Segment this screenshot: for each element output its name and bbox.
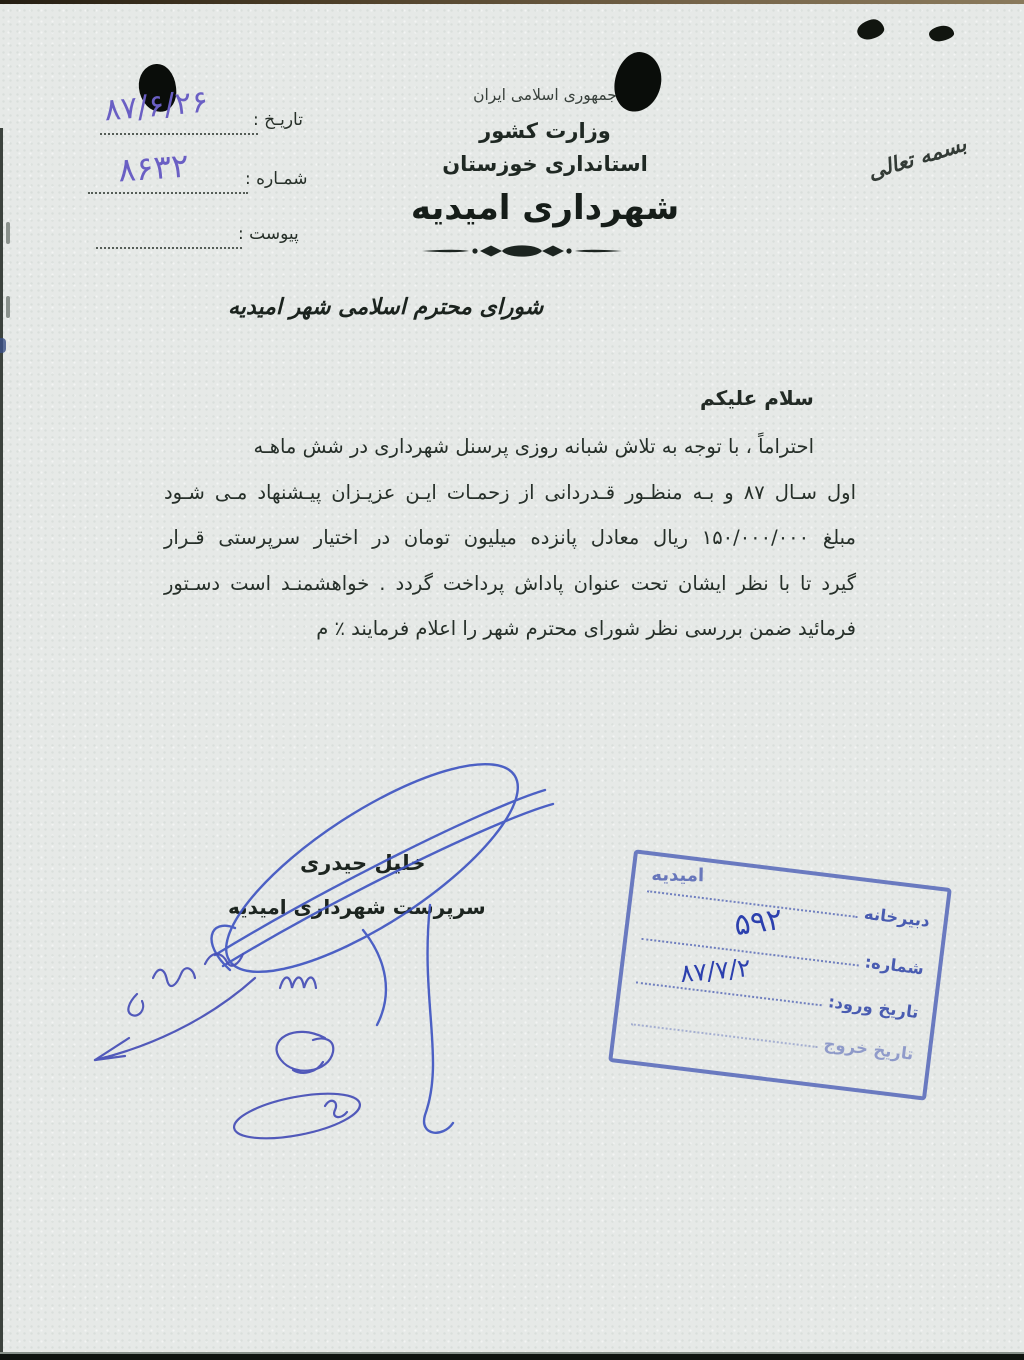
- stamp-exit-date-row: [630, 1010, 914, 1063]
- stamp-exit-date-label: تاریخ خروج: [822, 1033, 915, 1064]
- ink-smudge-top-right-2: [928, 24, 955, 42]
- body-line: مبلغ ۱۵۰/۰۰۰/۰۰۰ ریال معادل پانزده میلیون تومان در اختیار سرپرستی قـرار: [164, 526, 856, 549]
- handwritten-number: ۸۶۳۲: [116, 145, 191, 190]
- ink-blot-header: [611, 49, 666, 115]
- number-label: شمـاره :: [245, 169, 308, 189]
- recipient-line: شورای محترم اسلامی شهر امیدیه: [228, 295, 544, 320]
- letterhead-country: جمهوری اسلامی ایران: [473, 86, 617, 104]
- stamp-number-label: شماره:: [863, 952, 925, 979]
- number-dotted-line: [88, 191, 248, 194]
- letterhead-municipality: شهرداری امیدیه: [410, 188, 680, 228]
- ornament-divider: [422, 241, 622, 261]
- handwritten-date: ۸۷/۶/۲۶: [102, 83, 210, 129]
- signer-title: سرپرست شهرداری امیدیه: [228, 895, 486, 919]
- stamp-dotted-line: [631, 1022, 818, 1048]
- scan-bottom-edge: [0, 1352, 1024, 1360]
- body-line: گیرد تا با نظر ایشان تحت عنوان پاداش پرداخت گردد . خواهشمنـد است دسـتور: [164, 571, 856, 595]
- stamp-handwritten-entry-date: ۸۷/۷/۲: [678, 953, 752, 989]
- date-dotted-line: [100, 132, 258, 135]
- stamp-dotted-line: [636, 981, 822, 1007]
- scan-left-edge: [0, 128, 3, 1360]
- body-line: احتراماً ، با توجه به تلاش شبانه روزی پرسنل شهرداری در شش ماهـه: [253, 435, 814, 458]
- attachment-dotted-line: [96, 246, 242, 249]
- letter-body: [164, 424, 856, 652]
- letterhead-ministry: وزارت کشور: [479, 119, 611, 143]
- scan-top-edge: [0, 0, 1024, 4]
- scan-left-mark-2: [6, 296, 10, 318]
- stamp-city-word: امیدیه: [651, 864, 705, 887]
- greeting-line: سلام علیکم: [700, 386, 814, 410]
- besmele-calligraphy: بسمه تعالی: [864, 131, 970, 185]
- stamp-secretariat-label: دبیرخانه: [863, 903, 931, 931]
- scan-left-blue-smudge: [0, 338, 6, 353]
- secretariat-stamp: [608, 849, 952, 1100]
- body-line: اول سـال ۸۷ و بـه منظـور قـدردانی از زحمـات ایـن عزیـزان پیـشنهاد مـی شـود: [164, 480, 857, 504]
- date-label: تاریـخ :: [253, 110, 303, 130]
- stamp-entry-date-label: تاریخ ورود:: [827, 992, 920, 1023]
- attachment-label: پیوست :: [238, 224, 299, 244]
- stamp-handwritten-number: ۵۹۲: [732, 901, 785, 944]
- signature-scribbles: [25, 738, 595, 1178]
- stamp-entry-date-row: [635, 969, 919, 1022]
- signer-name: خلیل حیدری: [300, 851, 426, 875]
- letterhead-governorate: استانداری خوزستان: [442, 152, 648, 176]
- scan-left-mark-1: [6, 222, 10, 244]
- body-line: فرمائید ضمن بررسی نظر شورای محترم شهر را اعلام فرمایند ٪ م: [316, 617, 856, 640]
- ink-smudge-top-right-1: [855, 17, 886, 42]
